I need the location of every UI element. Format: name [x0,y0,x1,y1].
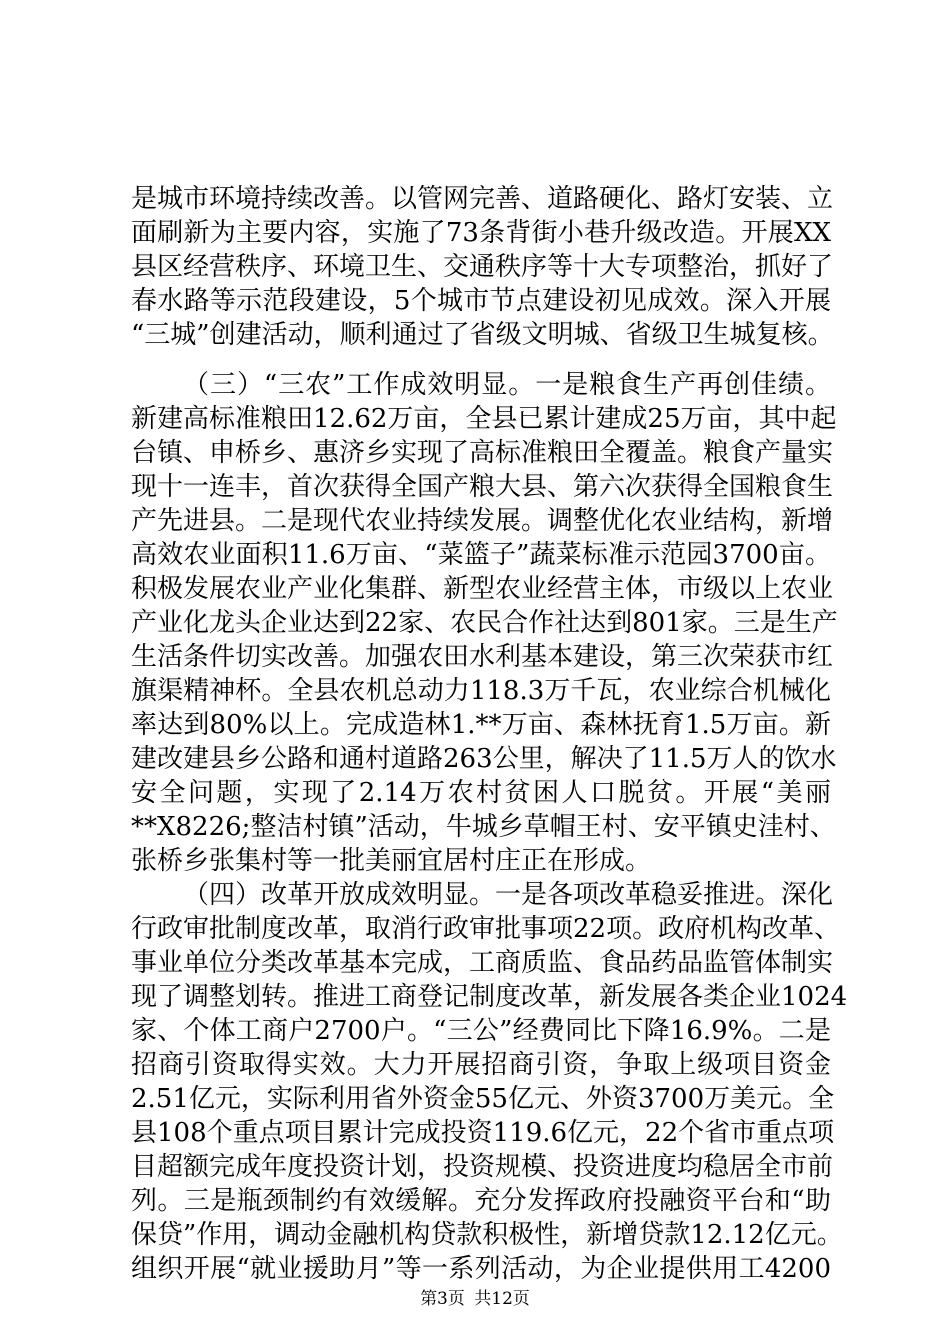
text-line: 产先进县。二是现代农业持续发展。调整优化农业结构，新增 [131,506,834,536]
text-line: 目超额完成年度投资计划，投资规模、投资进度均稳居全市前 [131,1152,834,1182]
text-line: 县108个重点项目累计完成投资119.6亿元，22个省市重点项 [131,1118,835,1148]
page-footer [0,1288,950,1310]
text-line: 现了调整划转。推进工商登记制度改革，新发展各类企业1024 [131,982,848,1012]
text-line: 家、个体工商户2700户。“三公”经费同比下降16.9%。二是 [131,1016,831,1046]
text-line: 现十一连丰，首次获得全国产粮大县、第六次获得全国粮食生 [131,472,834,502]
text-line: 台镇、申桥乡、惠济乡实现了高标准粮田全覆盖。粮食产量实 [131,438,834,468]
page-total: 共12页 [474,1289,530,1309]
text-line: 安全问题，实现了2.14万农村贫困人口脱贫。开展“美丽 [131,778,831,808]
text-line: “三城”创建活动，顺利通过了省级文明城、省级卫生城复核。 [131,320,834,350]
text-line: 生活条件切实改善。加强农田水利基本建设，第三次荣获市红 [131,642,834,672]
text-line: **X8226;整洁村镇”活动，牛城乡草帽王村、安平镇史洼村、 [131,812,836,842]
text-line: 率达到80%以上。完成造林1.**万亩、森林抚育1.5万亩。新 [131,710,831,740]
page-number: 第3页 [420,1289,465,1309]
text-line: 事业单位分类改革基本完成，工商质监、食品药品监管体制实 [131,948,834,978]
paragraph-heading-line: （三）“三农”工作成效明显。一是粮食生产再创佳绩。 [183,370,831,400]
text-line: 保贷”作用，调动金融机构贷款积极性，新增贷款12.12亿元。 [131,1220,843,1250]
text-line: 旗渠精神杯。全县农机总动力118.3万千瓦，农业综合机械化 [131,676,831,706]
text-line: 2.51亿元，实际利用省外资金55亿元、外资3700万美元。全 [131,1084,835,1114]
text-line: 建改建县乡公路和通村道路263公里，解决了11.5万人的饮水 [131,744,837,774]
text-line: 春水路等示范段建设，5个城市节点建设初见成效。深入开展 [131,286,831,316]
text-line: 高效农业面积11.6万亩、“菜篮子”蔬菜标准示范园3700亩。 [131,540,831,570]
text-line: 积极发展农业产业化集群、新型农业经营主体，市级以上农业 [131,574,834,604]
text-line: 招商引资取得实效。大力开展招商引资，争取上级项目资金 [131,1050,831,1080]
text-line: 是城市环境持续改善。以管网完善、道路硬化、路灯安装、立 [131,184,834,214]
text-line: 面刷新为主要内容，实施了73条背街小巷升级改造。开展XX [131,218,831,248]
paragraph-heading-line: （四）改革开放成效明显。一是各项改革稳妥推进。深化 [183,880,834,910]
text-line: 县区经营秩序、环境卫生、交通秩序等十大专项整治，抓好了 [131,252,834,282]
text-line: 行政审批制度改革，取消行政审批事项22项。政府机构改革、 [131,914,841,944]
text-line: 产业化龙头企业达到22家、农民合作社达到801家。三是生产 [131,608,838,638]
text-line: 组织开展“就业援助月”等一系列活动，为企业提供用工4200 [131,1254,831,1284]
text-line: 列。三是瓶颈制约有效缓解。充分发挥政府投融资平台和“助 [131,1186,831,1216]
text-line: 张桥乡张集村等一批美丽宜居村庄正在形成。 [131,846,652,876]
text-line: 新建高标准粮田12.62万亩，全县已累计建成25万亩，其中起 [131,404,837,434]
